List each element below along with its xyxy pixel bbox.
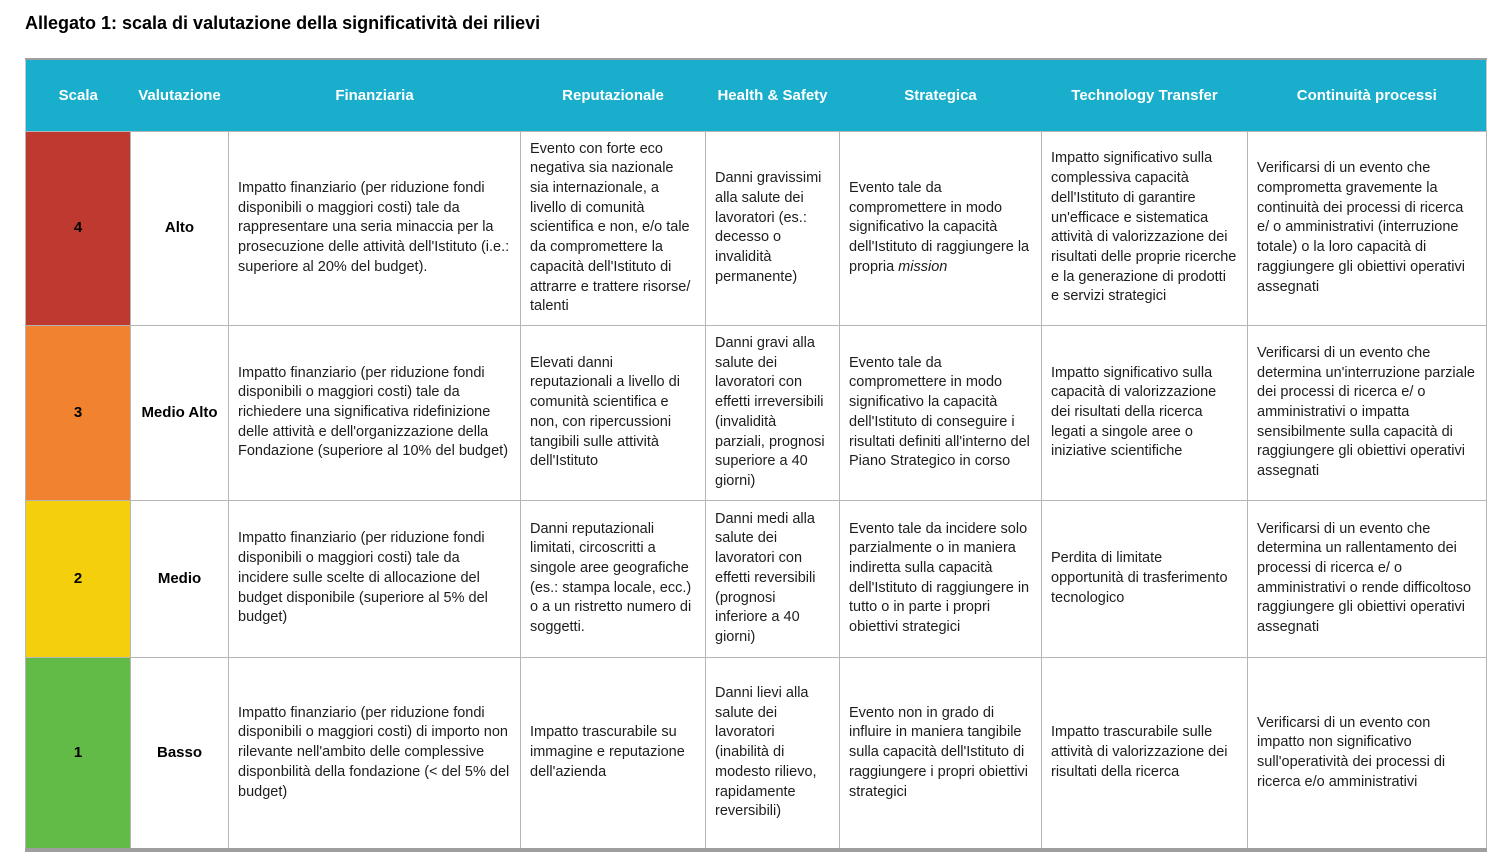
- scala-color-cell: 2: [26, 500, 131, 657]
- finanziaria-cell: Impatto finanziario (per riduzione fondi disponibili o maggiori costi) tale da incidere sulle scelte di allocazione del budget disponibile (superiore al 5% del budget): [229, 500, 521, 657]
- header-reputazionale: Reputazionale: [562, 86, 664, 104]
- technology-transfer-cell: Impatto trascurabile sulle attività di valorizzazione dei risultati della ricerca: [1042, 657, 1248, 850]
- strategica-cell: [840, 657, 1042, 850]
- health-safety-cell: Danni gravissimi alla salute dei lavoratori (es.: decesso o invalidità permanente): [706, 131, 840, 325]
- strategica-emphasis: mission: [898, 258, 948, 275]
- reputazionale-cell: Danni reputazionali limitati, circoscritti a singole aree geografiche (es.: stampa locale, ecc.) o a un ristretto numero di soggetti.: [521, 500, 706, 657]
- strategica-text: Evento tale da compromettere in modo significativo la capacità dell'Istituto di raggiungere la propria: [849, 179, 1030, 275]
- header-scala: Scala: [58, 86, 98, 104]
- scala-color-cell: 1: [26, 657, 131, 850]
- strategica-cell: [840, 500, 1042, 657]
- strategica-cell: [840, 325, 1042, 500]
- technology-transfer-cell: Impatto significativo sulla capacità di valorizzazione dei risultati della ricerca legati a singole aree o iniziative scientifiche: [1042, 325, 1248, 500]
- finanziaria-cell: Impatto finanziario (per riduzione fondi disponibili o maggiori costi) tale da richiedere una significativa ridefinizione delle attività e dell'organizzazione della Fondazione (superiore al 10% del budget): [229, 325, 521, 500]
- scala-color-cell: 4: [26, 131, 131, 325]
- health-safety-cell: Danni medi alla salute dei lavoratori con effetti reversibili (prognosi inferiore a 40 giorni): [706, 500, 840, 657]
- table-row-scala-2: [26, 500, 1487, 657]
- technology-transfer-cell: Perdita di limitate opportunità di trasferimento tecnologico: [1042, 500, 1248, 657]
- finanziaria-cell: Impatto finanziario (per riduzione fondi disponibili o maggiori costi) di importo non rilevante nell'ambito delle complessive disponbilità della fondazione (< del 5% del budget): [229, 657, 521, 850]
- header-finanziaria: Finanziaria: [335, 86, 414, 104]
- strategica-text: Evento non in grado di influire in maniera tangibile sulla capacità dell'Istituto di raggiungere i propri obiettivi strategici: [849, 704, 1028, 800]
- strategica-text: Evento tale da incidere solo parzialmente o in maniera indiretta sulla capacità dell'Istituto di raggiungere in tutto o in parte i propri obiettivi strategici: [849, 520, 1030, 636]
- finanziaria-cell: Impatto finanziario (per riduzione fondi disponibili o maggiori costi) tale da rappresentare una seria minaccia per la prosecuzione delle attività dell'Istituto (i.e.: superiore al 20% del budget).: [229, 131, 521, 325]
- table-header-row: [26, 59, 1487, 131]
- header-valutazione: Valutazione: [138, 86, 221, 104]
- health-safety-cell: Danni lievi alla salute dei lavoratori (inabilità di modesto rilievo, rapidamente reversibili): [706, 657, 840, 850]
- header-strategica: Strategica: [904, 86, 977, 104]
- scala-color-cell: 3: [26, 325, 131, 500]
- continuita-processi-cell: Verificarsi di un evento che comprometta gravemente la continuità dei processi di ricerca e/ o amministrativi (interruzione totale) o la loro capacità di raggiungere gli obiettivi operativi assegnati: [1248, 131, 1487, 325]
- health-safety-cell: Danni gravi alla salute dei lavoratori con effetti irreversibili (invalidità parziali, prognosi superiore a 40 giorni): [706, 325, 840, 500]
- significance-rating-table: [25, 58, 1487, 852]
- table-row-scala-4: [26, 131, 1487, 325]
- reputazionale-cell: Evento con forte eco negativa sia nazionale sia internazionale, a livello di comunità scientifica e non, e/o tale da compromettere la capacità dell'Istituto di attrarre e trattere risorse/ talenti: [521, 131, 706, 325]
- valutazione-cell: Alto: [131, 131, 229, 325]
- page-title: Allegato 1: scala di valutazione della significatività dei rilievi: [25, 13, 541, 33]
- technology-transfer-cell: Impatto significativo sulla complessiva capacità dell'Istituto di garantire un'efficace e sistematica attività di valorizzazione dei risultati delle proprie ricerche e la generazione di prodotti e servizi strategici: [1042, 131, 1248, 325]
- table-row-scala-1: [26, 657, 1487, 850]
- valutazione-cell: Medio Alto: [131, 325, 229, 500]
- header-health-safety: Health & Safety: [717, 86, 828, 104]
- valutazione-cell: Medio: [131, 500, 229, 657]
- reputazionale-cell: Elevati danni reputazionali a livello di comunità scientifica e non, con ripercussioni tangibili sulle attività dell'Istituto: [521, 325, 706, 500]
- header-technology-transfer: Technology Transfer: [1071, 86, 1218, 104]
- valutazione-cell: Basso: [131, 657, 229, 850]
- reputazionale-cell: Impatto trascurabile su immagine e reputazione dell'azienda: [521, 657, 706, 850]
- header-continuita-processi: Continuità processi: [1296, 86, 1437, 104]
- continuita-processi-cell: Verificarsi di un evento che determina un'interruzione parziale dei processi di ricerca e/ o amministrativi o impatta sensibilmente sulla capacità di raggiungere gli obiettivi operativi assegnati: [1248, 325, 1487, 500]
- strategica-text: Evento tale da compromettere in modo significativo la capacità dell'Istituto di conseguire i risultati definiti all'interno del Piano Strategico in corso: [849, 354, 1030, 470]
- strategica-cell: [840, 131, 1042, 325]
- table-row-scala-3: [26, 325, 1487, 500]
- continuita-processi-cell: Verificarsi di un evento con impatto non significativo sull'operatività dei processi di ricerca e/o amministrativi: [1248, 657, 1487, 850]
- continuita-processi-cell: Verificarsi di un evento che determina un rallentamento dei processi di ricerca e/ o amministrativi o rende difficoltoso raggiungere gli obiettivi operativi assegnati: [1248, 500, 1487, 657]
